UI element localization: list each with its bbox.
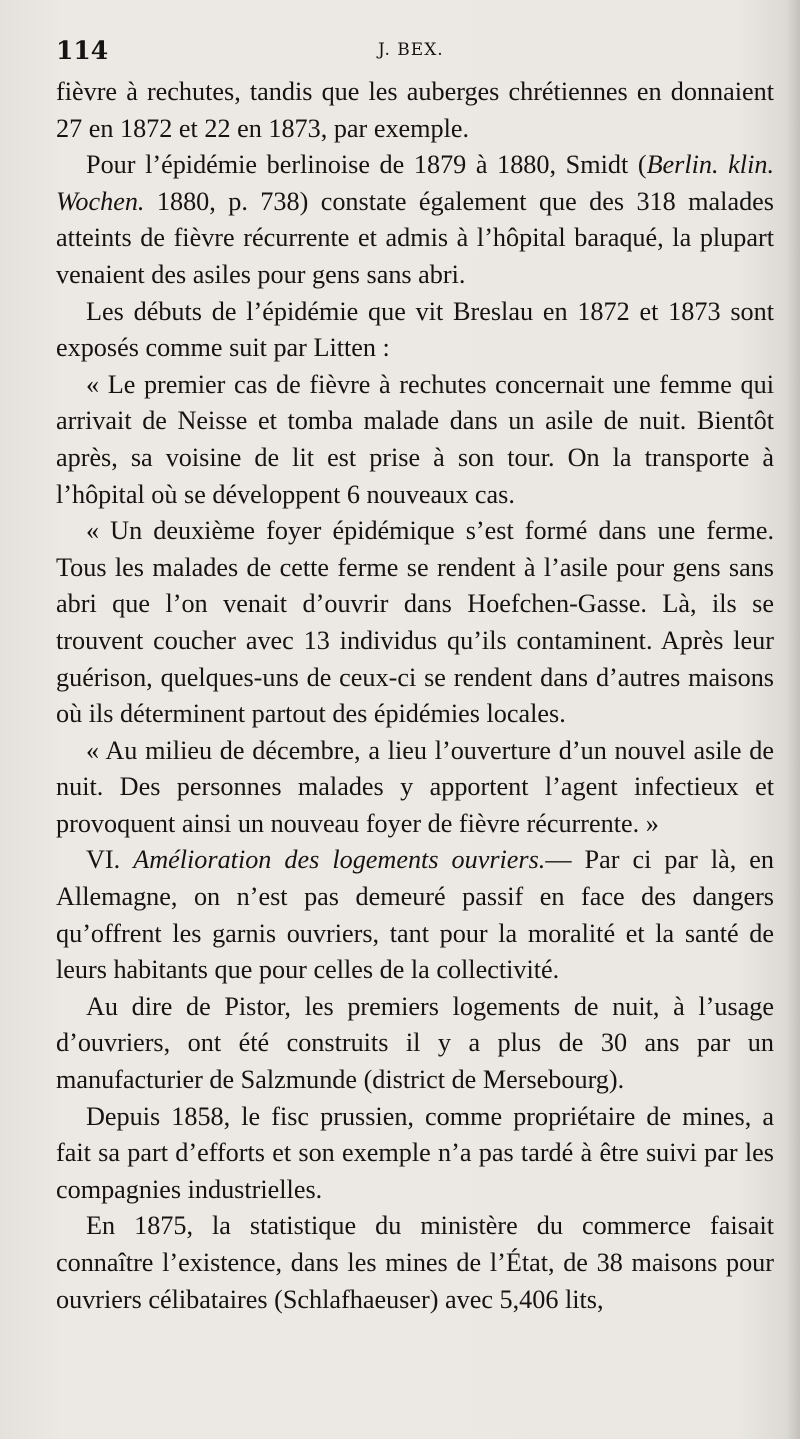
paragraph-text: — Par ci par là, en Allemagne, on n’est pas demeuré passif en face des dangers qu’offrent les garnis ouvriers, tant pour la moralité et la santé de leurs habitants que pour celles de la collectivité. xyxy=(56,845,774,985)
page-edge-shadow xyxy=(786,0,800,1439)
body-text xyxy=(56,74,774,1318)
journal-citation: Berlin. klin. Wochen. xyxy=(56,150,774,216)
quote-paragraph-second-focus: « Un deuxième foyer épidémique s’est formé dans une ferme. Tous les malades de cette ferme se rendent à l’asile pour gens sans abri que l’on venait d’ouvrir dans Hoefchen-Gasse. Là, ils se trouvent coucher avec 13 individus qu’ils contaminent. Après leur guérison, quelques-uns de ceux-ci se rendent dans d’autres maisons où ils déterminent partout des épidémies locales. xyxy=(56,516,774,729)
paragraph-text: 1880, p. 738) constate également que des 318 malades atteints de fièvre récurrente et admis à l’hôpital baraqué, la plupart venaient des asiles pour gens sans abri. xyxy=(56,186,774,289)
paragraph-berlin-epidemic xyxy=(56,147,774,293)
page-header xyxy=(56,36,772,66)
paragraph-continuation: fièvre à rechutes, tandis que les auberges chrétiennes en donnaient 27 en 1872 et 22 en 1873, par exemple. xyxy=(56,77,774,143)
paragraph-text: Pour l’épidémie berlinoise de 1879 à 1880, Smidt ( xyxy=(86,150,647,180)
paragraph-pistor: Au dire de Pistor, les premiers logements de nuit, à l’usage d’ouvriers, ont été construits il y a plus de 30 ans par un manufacturier de Salzmunde (district de Mersebourg). xyxy=(56,991,774,1095)
section-number: VI. xyxy=(86,845,134,875)
quote-paragraph-first-case: « Le premier cas de fièvre à rechutes concernait une femme qui arrivait de Neisse et tomba malade dans un asile de nuit. Bientôt après, sa voisine de lit est prise à son tour. On la transporte à l’hôpital où se développent 6 nouveaux cas. xyxy=(56,369,774,509)
section-paragraph-improvement xyxy=(56,842,774,988)
page-number: 114 xyxy=(56,36,109,65)
paragraph-prussian-fisc: Depuis 1858, le fisc prussien, comme propriétaire de mines, a fait sa part d’efforts et son exemple n’a pas tardé à être suivi par les compagnies industrielles. xyxy=(56,1101,774,1204)
section-title: Amélioration des logements ouvriers. xyxy=(133,845,546,875)
quote-paragraph-new-asylum: « Au milieu de décembre, a lieu l’ouverture d’un nouvel asile de nuit. Des personnes malades y apportent l’agent infectieux et provoquent ainsi un nouveau foyer de fièvre récurrente. » xyxy=(56,735,774,838)
running-head: J. BEX. xyxy=(378,40,444,60)
paragraph-statistics-1875: En 1875, la statistique du ministère du commerce faisait connaître l’existence, dans les mines de l’État, de 38 maisons pour ouvriers célibataires (Schlafhaeuser) avec 5,406 lits, xyxy=(56,1211,774,1314)
paragraph-breslau-intro: Les débuts de l’épidémie que vit Breslau en 1872 et 1873 sont exposés comme suit par Litten : xyxy=(56,296,774,363)
